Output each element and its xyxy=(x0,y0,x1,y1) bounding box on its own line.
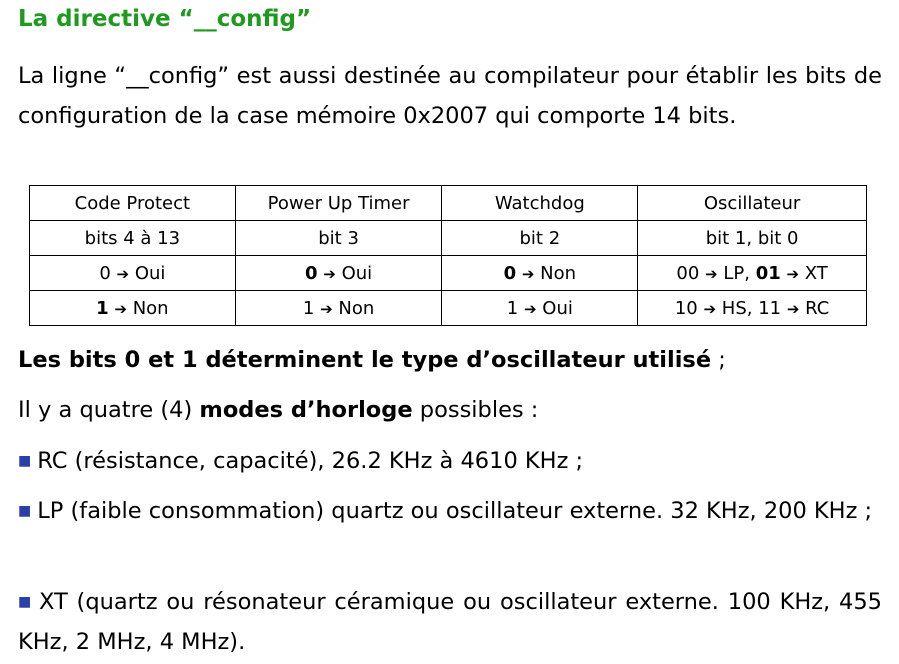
table-row-bits xyxy=(30,221,867,256)
arrow-icon: ➔ xyxy=(786,299,800,318)
list-item-lp: ■ LP (faible consommation) quartz ou oscillateur externe. 32 KHz, 200 KHz ; xyxy=(18,498,873,524)
cell-oscillateur-0: 00 ➔ LP, 01 ➔ XT xyxy=(638,256,867,291)
bits-power-up-timer: bit 3 xyxy=(235,221,442,256)
cell-code-protect-0: 0 ➔ Oui xyxy=(30,256,236,291)
header-oscillateur: Oscillateur xyxy=(638,186,867,221)
cell-watchdog-0: 0 ➔ Non xyxy=(442,256,638,291)
header-code-protect: Code Protect xyxy=(30,186,236,221)
bits-watchdog: bit 2 xyxy=(442,221,638,256)
list-item-rc: ■ RC (résistance, capacité), 26.2 KHz à 4610 KHz ; xyxy=(18,448,584,474)
modes-line: Il y a quatre (4) modes d’horloge possibles : xyxy=(18,397,539,423)
bullet-icon: ■ xyxy=(18,503,32,519)
table-header-row xyxy=(30,186,867,221)
cell-code-protect-1: 1 ➔ Non xyxy=(30,291,236,326)
bits-oscillateur: bit 1, bit 0 xyxy=(638,221,867,256)
intro-paragraph: La ligne “__config” est aussi destinée au compilateur pour établir les bits de configuration de la case mémoire 0x2007 qui comporte 14 bits. xyxy=(18,63,882,129)
oscillator-bits-line: Les bits 0 et 1 déterminent le type d’oscillateur utilisé ; xyxy=(18,347,726,373)
cell-watchdog-1: 1 ➔ Oui xyxy=(442,291,638,326)
bits-code-protect: bits 4 à 13 xyxy=(30,221,236,256)
table-row-value-1 xyxy=(30,291,867,326)
arrow-icon: ➔ xyxy=(116,264,130,283)
config-bits-table xyxy=(29,185,867,326)
arrow-icon: ➔ xyxy=(320,299,333,318)
arrow-icon: ➔ xyxy=(114,299,127,318)
bullet-icon: ■ xyxy=(18,594,33,610)
section-title: La directive “__config” xyxy=(18,6,312,32)
arrow-icon: ➔ xyxy=(323,264,336,283)
bullet-icon: ■ xyxy=(18,453,32,469)
arrow-icon: ➔ xyxy=(705,264,718,283)
arrow-icon: ➔ xyxy=(786,264,800,283)
table-row-value-0 xyxy=(30,256,867,291)
cell-oscillateur-1: 10 ➔ HS, 11 ➔ RC xyxy=(638,291,867,326)
header-watchdog: Watchdog xyxy=(442,186,638,221)
cell-power-up-timer-1: 1 ➔ Non xyxy=(235,291,442,326)
arrow-icon: ➔ xyxy=(521,264,535,283)
arrow-icon: ➔ xyxy=(523,299,537,318)
cell-power-up-timer-0: 0 ➔ Oui xyxy=(235,256,442,291)
list-item-xt: ■ XT (quartz ou résonateur céramique ou oscillateur externe. 100 KHz, 455 KHz, 2 MHz, 4 MHz). xyxy=(18,589,882,655)
header-power-up-timer: Power Up Timer xyxy=(235,186,442,221)
arrow-icon: ➔ xyxy=(703,299,717,318)
